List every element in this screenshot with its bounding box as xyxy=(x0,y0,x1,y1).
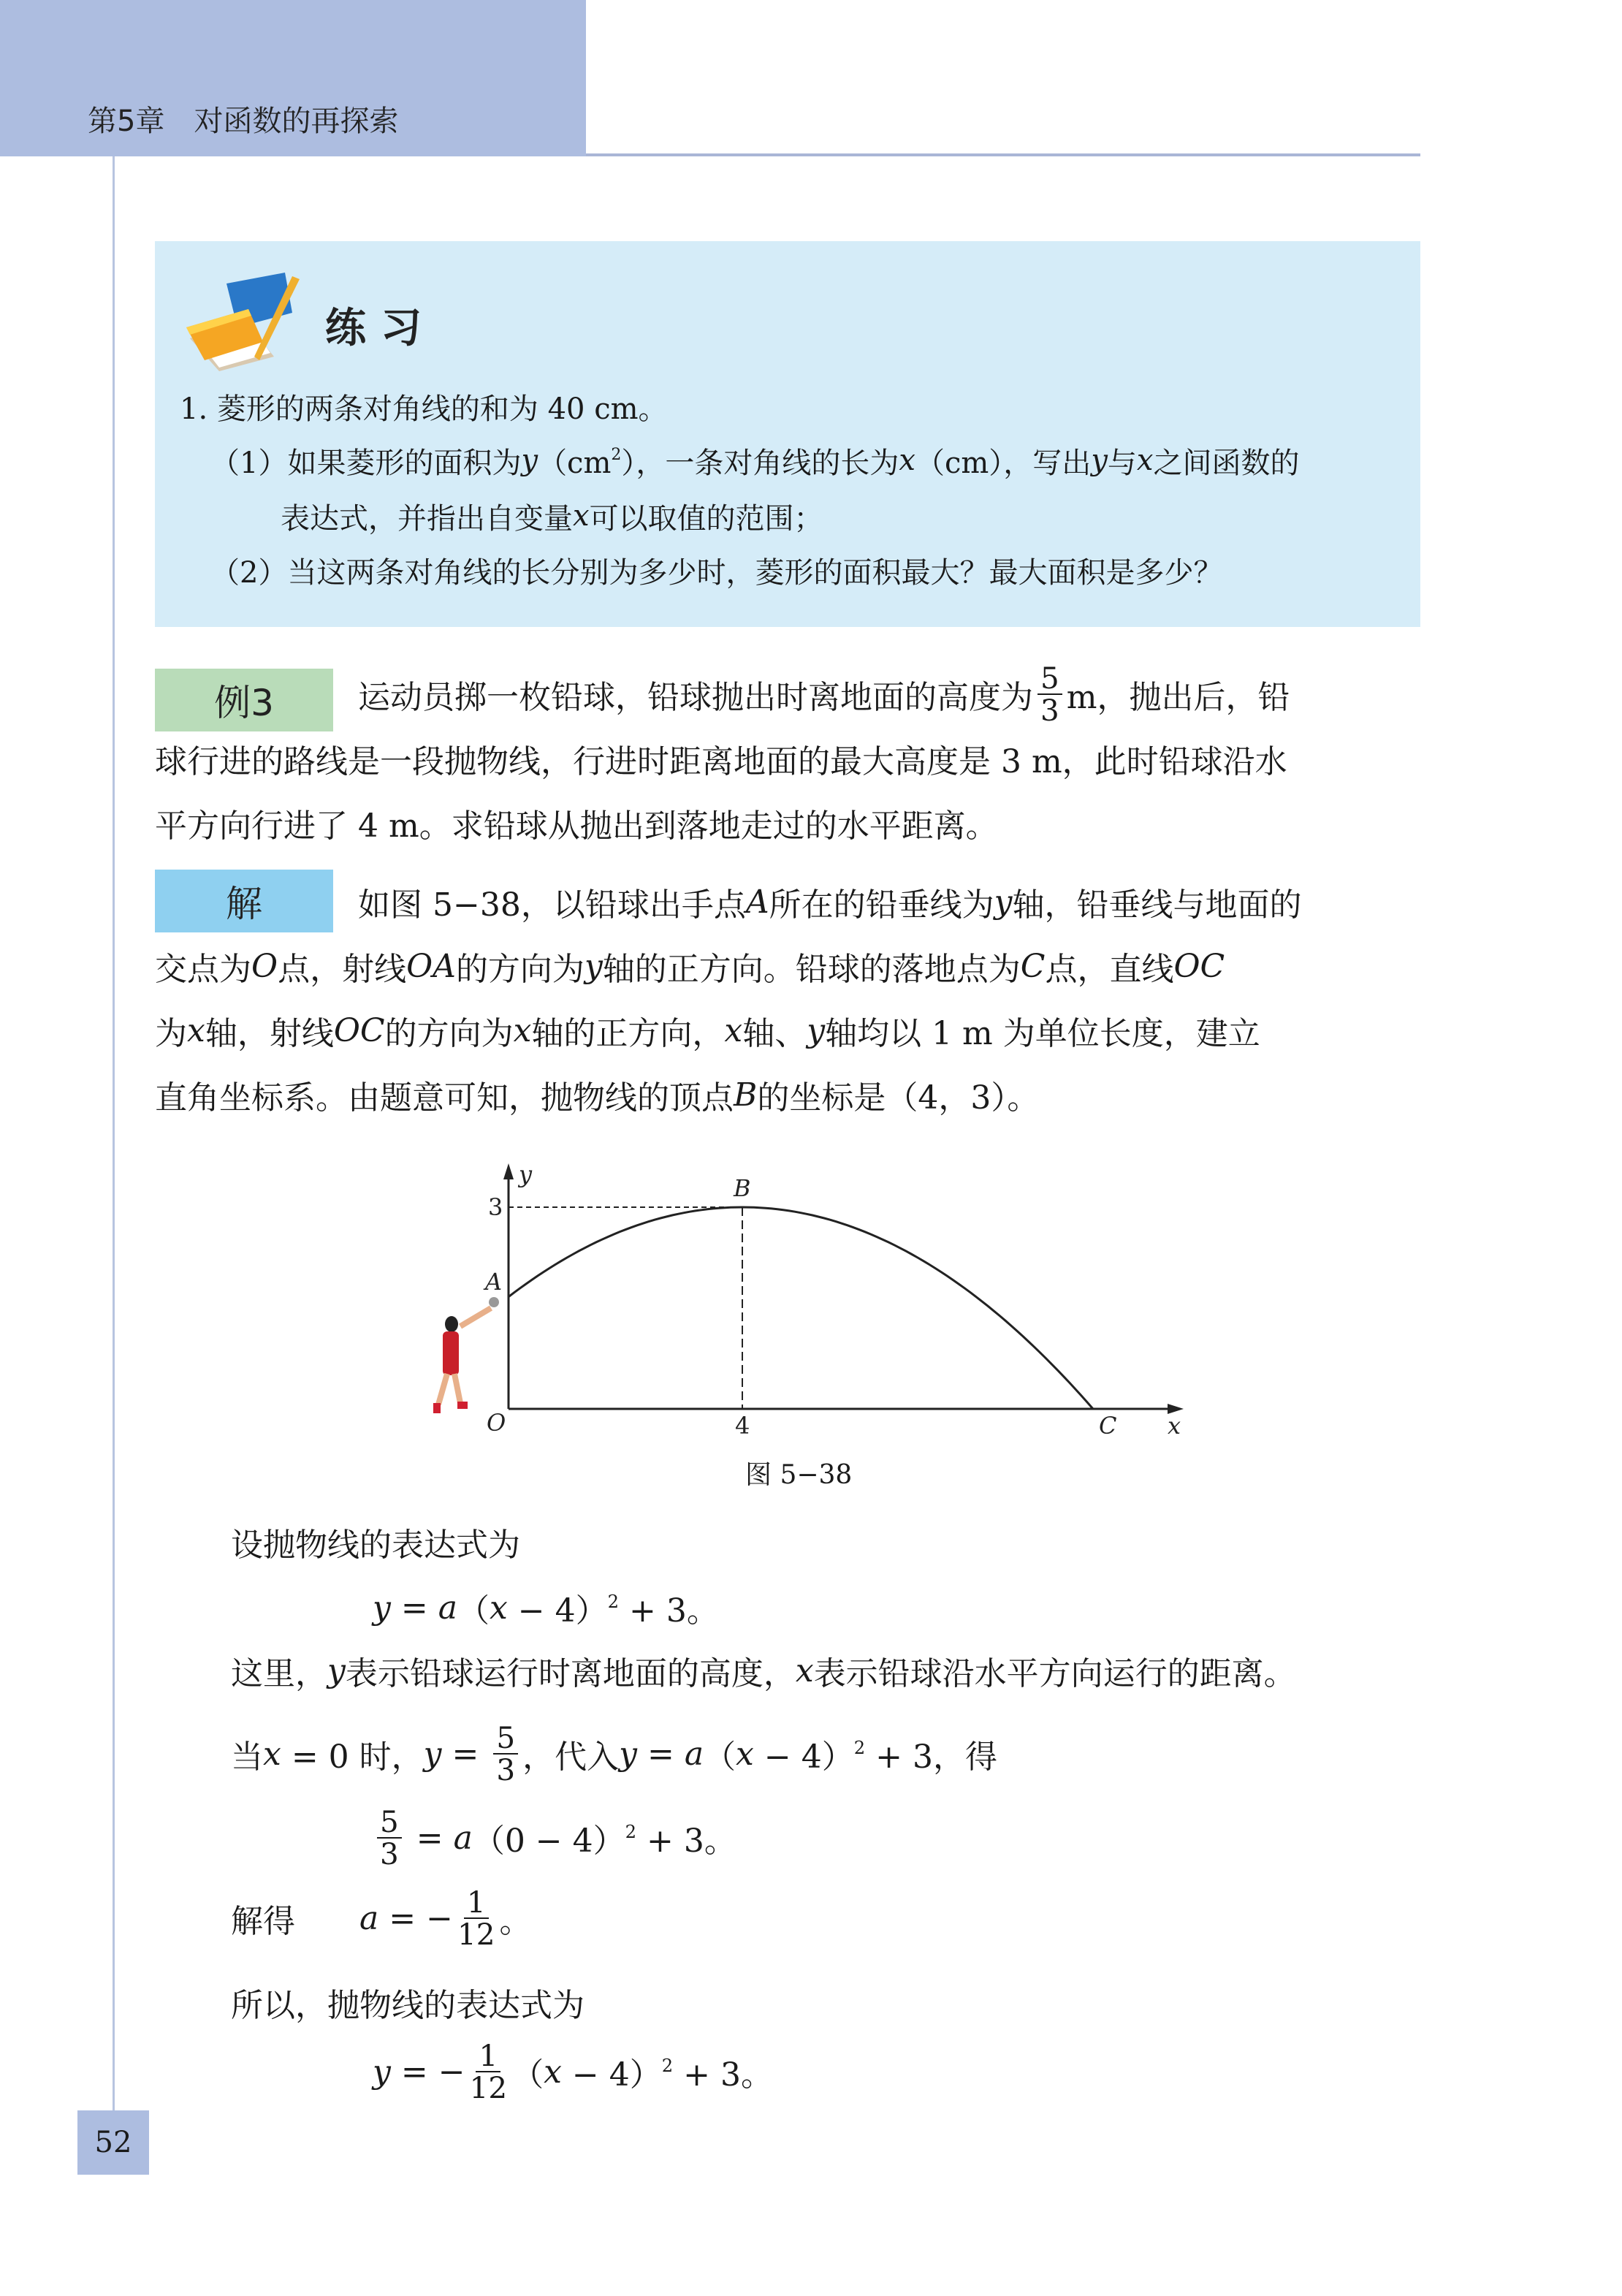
text-segment: 表达式，并指出自变量 xyxy=(281,501,573,536)
text-segment: = xyxy=(406,1819,454,1857)
fraction xyxy=(377,1803,402,1871)
exponent: 2 xyxy=(607,1591,619,1612)
page-number: 52 xyxy=(77,2110,149,2175)
numerator: 5 xyxy=(493,1722,518,1755)
text-segment: 轴，射线 xyxy=(205,1015,334,1052)
text-segment: = 0 时， xyxy=(281,1738,424,1776)
text-segment: 交点为 xyxy=(155,951,251,988)
figure-caption: 图 5−38 xyxy=(745,1460,853,1490)
exponent: 2 xyxy=(853,1737,866,1758)
math-variable: a xyxy=(438,1589,457,1627)
text-segment: （0 − 4） xyxy=(472,1822,625,1860)
text-line xyxy=(231,1884,532,1952)
point-a-label: A xyxy=(485,1268,503,1296)
text-segment: − 4） xyxy=(753,1738,854,1776)
numerator: 1 xyxy=(476,2040,500,2073)
text-segment: 1. 菱形的两条对角线的和为 40 cm。 xyxy=(180,392,668,426)
math-variable: y xyxy=(1091,444,1108,477)
text-segment: 点，直线 xyxy=(1045,951,1174,988)
text-segment: ，代入 xyxy=(522,1738,620,1776)
text-segment: 。 xyxy=(499,1903,532,1940)
text-segment: 设抛物线的表达式为 xyxy=(231,1527,520,1564)
math-variable: x xyxy=(513,1011,532,1049)
text-segment: 所在的铅垂线为 xyxy=(769,886,994,924)
denominator: 12 xyxy=(457,1917,495,1952)
text-segment: （cm），写出 xyxy=(915,446,1092,480)
text-segment: − 4） xyxy=(561,2056,662,2094)
numerator: 5 xyxy=(1037,663,1062,696)
fraction xyxy=(457,1884,495,1952)
math-variable: y xyxy=(373,2053,391,2091)
text-segment: 为 xyxy=(155,1015,187,1052)
denominator: 3 xyxy=(496,1752,516,1787)
text-segment: （cm xyxy=(538,446,612,480)
text-line xyxy=(231,1719,997,1787)
origin-label: O xyxy=(487,1409,506,1437)
text-segment: + 3。 xyxy=(619,1592,719,1630)
text-segment: 的方向为 xyxy=(384,1015,514,1052)
text-line xyxy=(231,1645,1296,1696)
text-segment: 与 xyxy=(1107,446,1137,480)
denominator: 3 xyxy=(1040,693,1059,728)
math-variable: OA xyxy=(406,947,456,985)
y-tick-3: 3 xyxy=(488,1193,503,1221)
math-variable: C xyxy=(1020,947,1046,985)
text-segment: 如图 5−38，以铅球出手点 xyxy=(358,886,746,924)
math-variable: B xyxy=(734,1076,758,1114)
exponent: 2 xyxy=(625,1821,637,1842)
math-variable: y xyxy=(423,1735,442,1773)
math-variable: x xyxy=(736,1735,754,1773)
exponent: 2 xyxy=(611,445,622,464)
x-tick-4: 4 xyxy=(735,1412,750,1440)
text-segment: − 4） xyxy=(507,1592,608,1630)
parabola-curve xyxy=(509,1207,1093,1409)
math-variable: x xyxy=(899,444,915,477)
math-variable: y xyxy=(373,1589,391,1627)
text-segment: = xyxy=(441,1735,490,1773)
text-segment: = − xyxy=(378,1899,453,1937)
denominator: 3 xyxy=(380,1836,399,1871)
text-segment: 解得 xyxy=(231,1903,359,1940)
text-segment: + 3，得 xyxy=(865,1738,997,1776)
exponent: 2 xyxy=(661,2055,674,2076)
math-variable: OC xyxy=(333,1011,385,1049)
math-variable: a xyxy=(684,1735,704,1773)
text-segment: 可以取值的范围； xyxy=(589,501,823,536)
text-segment: 轴、 xyxy=(742,1015,807,1052)
text-segment: 轴，铅垂线与地面的 xyxy=(1012,886,1302,924)
math-variable: x xyxy=(724,1011,743,1049)
text-segment: + 3。 xyxy=(673,2056,773,2094)
text-segment: + 3。 xyxy=(636,1822,736,1860)
text-segment: （2）当这两条对角线的长分别为多少时，菱形的面积最大？最大面积是多少？ xyxy=(210,555,1223,590)
text-segment: ），一条对角线的长为 xyxy=(621,446,899,480)
text-segment: 表示铅球沿水平方向运行的距离。 xyxy=(813,1655,1296,1692)
y-axis-arrow xyxy=(503,1163,514,1179)
text-segment: 的坐标是（4，3）。 xyxy=(757,1079,1040,1117)
math-variable: y xyxy=(994,883,1013,921)
math-variable: a xyxy=(453,1819,473,1857)
math-variable: y xyxy=(807,1011,826,1049)
text-segment: 轴的正方向。铅球的落地点为 xyxy=(602,951,1021,988)
point-b-label: B xyxy=(734,1174,751,1202)
text-segment: 点，射线 xyxy=(278,951,407,988)
athlete-illustration xyxy=(433,1297,499,1413)
math-variable: x xyxy=(489,1589,508,1627)
math-variable: x xyxy=(544,2053,562,2091)
denominator: 12 xyxy=(469,2070,508,2105)
math-variable: x xyxy=(573,499,590,533)
text-segment: 表示铅球运行时离地面的高度， xyxy=(345,1655,796,1692)
math-variable: x xyxy=(795,1651,814,1689)
math-variable: x xyxy=(263,1735,281,1773)
text-segment: = xyxy=(636,1735,685,1773)
math-variable: O xyxy=(251,947,278,985)
text-segment: （ xyxy=(457,1592,490,1630)
text-segment: m，抛出后，铅 xyxy=(1066,679,1290,716)
math-variable: y xyxy=(521,444,538,477)
text-line xyxy=(373,1582,719,1633)
point-c-label: C xyxy=(1099,1412,1117,1440)
text-segment: = − xyxy=(390,2053,465,2091)
exercise-title: 练习 xyxy=(325,305,436,352)
math-variable: y xyxy=(619,1735,637,1773)
text-line xyxy=(373,2037,773,2105)
fraction xyxy=(469,2037,508,2105)
text-segment: （ xyxy=(704,1738,736,1776)
text-segment: 之间函数的 xyxy=(1153,446,1300,480)
math-variable: a xyxy=(359,1899,379,1937)
text-segment: 所以，抛物线的表达式为 xyxy=(231,1987,585,2024)
text-segment: 运动员掷一枚铅球，铅球抛出时离地面的高度为 xyxy=(358,679,1033,716)
text-segment: 轴的正方向， xyxy=(531,1015,725,1052)
math-variable: y xyxy=(327,1651,346,1689)
fraction xyxy=(493,1719,518,1787)
math-variable: A xyxy=(745,883,769,921)
text-segment: 球行进的路线是一段抛物线，行进时距离地面的最大高度是 3 m，此时铅球沿水 xyxy=(155,743,1287,780)
text-segment: （1）如果菱形的面积为 xyxy=(210,446,522,480)
numerator: 5 xyxy=(377,1806,402,1839)
text-segment: 这里， xyxy=(231,1655,327,1692)
y-axis-label: y xyxy=(519,1160,533,1188)
text-segment: 的方向为 xyxy=(455,951,585,988)
text-segment: 轴均以 1 m 为单位长度，建立 xyxy=(825,1015,1260,1052)
example-tag: 例3 xyxy=(155,669,333,731)
text-segment: 直角坐标系。由题意可知，抛物线的顶点 xyxy=(155,1079,734,1117)
x-axis-label: x xyxy=(1168,1412,1181,1440)
text-segment: 当 xyxy=(231,1738,263,1776)
numerator: 1 xyxy=(464,1887,489,1920)
math-variable: y xyxy=(584,947,603,985)
text-line xyxy=(373,1803,736,1871)
text-segment: （ xyxy=(511,2056,544,2094)
text-line xyxy=(231,1977,585,2028)
solution-tag: 解 xyxy=(155,870,333,932)
math-variable: x xyxy=(1136,444,1154,477)
text-segment: = xyxy=(390,1589,438,1627)
chapter-title: 第5章 对函数的再探索 xyxy=(88,104,399,138)
math-variable: OC xyxy=(1173,947,1225,985)
math-variable: x xyxy=(187,1011,205,1049)
text-segment: 平方向行进了 4 m。求铅球从抛出到落地走过的水平距离。 xyxy=(155,807,998,845)
